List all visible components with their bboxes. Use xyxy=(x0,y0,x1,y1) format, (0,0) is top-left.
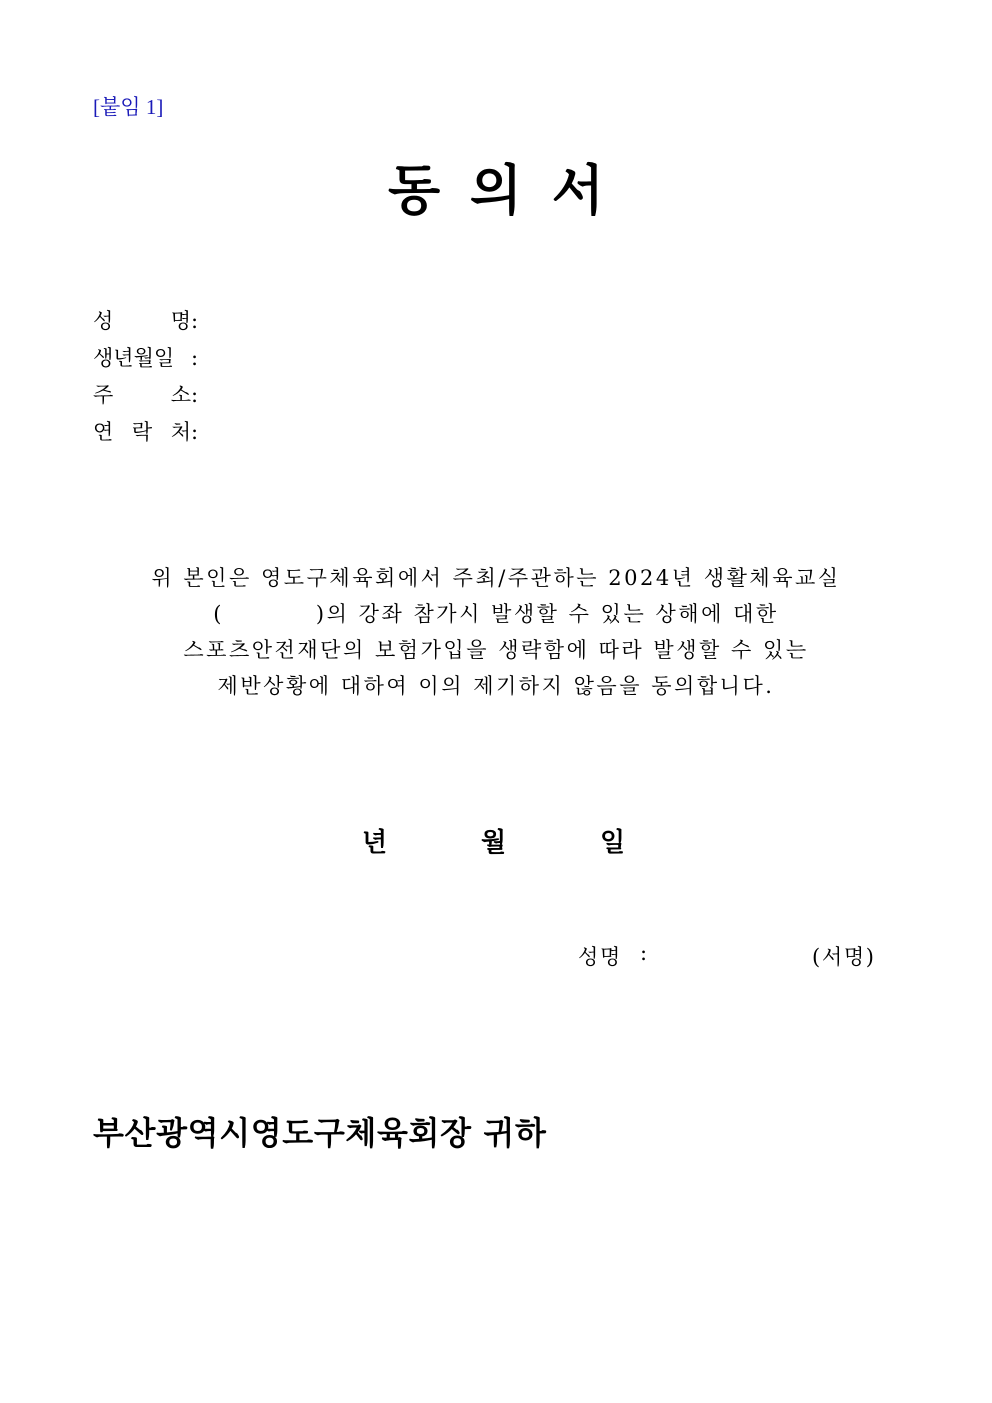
field-address-row xyxy=(93,379,603,416)
applicant-fields xyxy=(93,305,603,453)
consent-line: 위 본인은 영도구체육회에서 주최/주관하는 2024년 생활체육교실 xyxy=(151,566,841,590)
date-month-label: 월 xyxy=(481,828,507,858)
attachment-label: [붙임 1] xyxy=(93,95,164,119)
field-contact-label: 연 락 처 xyxy=(93,420,191,444)
field-birthdate-row xyxy=(93,342,603,379)
signature-row xyxy=(578,941,898,973)
addressee: 부산광역시영도구체육회장 귀하 xyxy=(93,1114,547,1152)
field-colon: : xyxy=(191,383,199,407)
consent-line: 제반상황에 대하여 이의 제기하지 않음을 동의합니다. xyxy=(217,674,775,698)
field-name-label: 성 명 xyxy=(93,309,191,333)
field-colon: : xyxy=(191,420,199,444)
field-birthdate-label: 생년월일 xyxy=(93,346,175,370)
field-colon: : xyxy=(191,346,199,370)
field-address-label: 주 소 xyxy=(93,383,191,407)
date-row xyxy=(0,822,992,862)
document-title: 동의서 xyxy=(388,158,634,222)
field-name-row xyxy=(93,305,603,342)
consent-line: ( )의 강좌 참가시 발생할 수 있는 상해에 대한 xyxy=(213,602,779,626)
consent-statement xyxy=(0,560,992,704)
signature-mark: (서명) xyxy=(812,945,876,969)
field-colon: : xyxy=(191,309,199,333)
date-year-label: 년 xyxy=(362,828,388,858)
signature-label: 성명 xyxy=(578,945,622,969)
signature-colon: : xyxy=(640,941,648,965)
consent-line: 스포츠안전재단의 보험가입을 생략함에 따라 발생할 수 있는 xyxy=(183,638,809,662)
date-day-label: 일 xyxy=(600,828,626,858)
field-contact-row xyxy=(93,416,603,453)
